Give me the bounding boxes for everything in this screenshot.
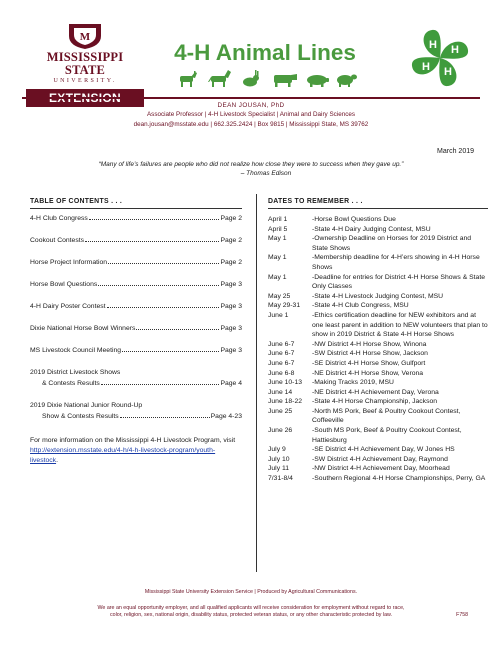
- toc-item-label: Horse Project Information: [30, 259, 108, 266]
- toc-item-district[interactable]: [30, 367, 242, 389]
- event-row: [268, 397, 488, 407]
- event-date: May 1: [268, 273, 287, 281]
- event-row: [268, 359, 488, 369]
- event-row: [268, 455, 488, 465]
- author-title: Associate Professor | 4-H Livestock Specialist | Animal and Dairy Sciences: [146, 111, 355, 118]
- event-row: [268, 340, 488, 350]
- toc-leader-dots: [122, 351, 219, 352]
- event-row: [268, 292, 488, 302]
- table-of-contents: [30, 198, 242, 466]
- publication-code: F758: [456, 612, 468, 618]
- event-row: [268, 426, 488, 445]
- event-date: May 1: [268, 235, 287, 243]
- event-date: July 11: [268, 465, 290, 473]
- event-date: May 29-31: [268, 302, 301, 310]
- more-info-text: For more information on the Mississippi 4-H Livestock Program, visit: [30, 437, 236, 444]
- goat-icon: [180, 71, 197, 87]
- livestock-program-link[interactable]: http://extension.msstate.edu/4-h/4-h-livestock-program/youth-livestock: [30, 447, 216, 464]
- dates-to-remember: [268, 198, 488, 484]
- header-divider: [22, 97, 480, 99]
- toc-item-label: Horse Bowl Questions: [30, 281, 98, 288]
- pig-icon: [307, 75, 329, 87]
- event-date: April 5: [268, 225, 288, 233]
- toc-item-label: Cookout Contests: [30, 237, 85, 244]
- toc-heading: TABLE OF CONTENTS . . .: [30, 198, 242, 209]
- author-contact: dean.jousan@msstate.edu | 662.325.2424 | Box 9815 | Mississippi State, MS 39762: [133, 121, 369, 128]
- newsletter-title: 4-H Animal Lines: [174, 40, 356, 65]
- event-description: -State 4-H Livestock Judging Contest, MSU: [312, 292, 444, 300]
- more-info-paragraph: [30, 436, 242, 466]
- event-description: -State 4-H Club Congress, MSU: [312, 302, 409, 310]
- event-description: -State 4-H Horse Championship, Jackson: [312, 398, 438, 406]
- svg-text:H: H: [429, 39, 437, 51]
- toc-item-label: 4-H Club Congress: [30, 215, 88, 222]
- event-row: [268, 311, 488, 340]
- toc-leader-dots: [98, 285, 219, 286]
- event-row: [268, 273, 488, 292]
- toc-leader-dots: [120, 417, 210, 418]
- event-date: April 1: [268, 216, 288, 223]
- event-description: -South MS Pork, Beef & Poultry Cookout Contest, Hattiesburg: [312, 427, 462, 444]
- event-date: June 6-7: [268, 359, 295, 367]
- toc-leader-dots: [85, 241, 219, 242]
- event-row: [268, 407, 488, 426]
- toc-item-label: 2019 District Livestock Shows: [30, 369, 121, 376]
- msu-shield-icon: [65, 22, 105, 50]
- footer-eeo-line-1: We are an equal opportunity employer, and all qualified applicants will receive consideration for employment without regard to race,: [97, 604, 405, 611]
- toc-leader-dots: [136, 329, 219, 330]
- event-description: -Ownership Deadline on Horses for 2019 District and State Shows: [312, 235, 472, 252]
- author-name: DEAN JOUSAN, PhD: [217, 102, 285, 109]
- event-date: June 1: [268, 311, 289, 319]
- event-description: -NE District 4-H Horse Show, Verona: [312, 369, 424, 377]
- event-row: [268, 388, 488, 398]
- toc-item-label: Dixie National Horse Bowl Winners: [30, 325, 136, 332]
- toc-item-page: Page 2: [220, 237, 242, 244]
- event-date: June 6-7: [268, 340, 295, 348]
- event-description: -SE District 4-H Horse Show, Gulfport: [312, 359, 426, 367]
- more-info-end: .: [56, 457, 58, 464]
- toc-item-label: & Contests Results: [42, 380, 100, 387]
- event-description: -Horse Bowl Questions Due: [312, 216, 396, 223]
- event-date: June 25: [268, 407, 293, 415]
- issue-date: March 2019: [437, 148, 474, 155]
- toc-leader-dots: [107, 307, 220, 308]
- event-row: [268, 253, 488, 272]
- event-date: May 25: [268, 292, 291, 300]
- toc-item-page: Page 3: [220, 281, 242, 288]
- svg-text:M: M: [79, 31, 91, 43]
- sheep-icon: [337, 75, 357, 88]
- toc-item[interactable]: [30, 345, 242, 356]
- toc-item-label: MS Livestock Council Meeting: [30, 347, 122, 354]
- msu-extension-logo: [26, 22, 144, 107]
- event-date: June 26: [268, 427, 293, 435]
- dates-heading: DATES TO REMEMBER . . .: [268, 198, 488, 209]
- toc-item-page: Page 2: [220, 215, 242, 222]
- toc-leader-dots: [101, 384, 220, 385]
- event-row: [268, 464, 488, 474]
- rabbit-icon: [243, 70, 259, 87]
- toc-item-page: Page 3: [220, 347, 242, 354]
- toc-item[interactable]: [30, 235, 242, 246]
- event-description: -SW District 4-H Horse Show, Jackson: [312, 350, 428, 358]
- event-row: [268, 225, 488, 235]
- 4-h-clover-icon: [404, 24, 476, 92]
- toc-item[interactable]: [30, 323, 242, 334]
- svg-text:H: H: [444, 66, 452, 78]
- event-description: -Ethics certification deadline for NEW exhibitors and at one least parent in addition to NEW volunteers that plan to show in 2019 District & State 4-H Horse Shows: [312, 311, 488, 339]
- event-row: [268, 215, 488, 225]
- event-row: [268, 234, 488, 253]
- event-row: [268, 301, 488, 311]
- event-description: -State 4-H Dairy Judging Contest, MSU: [312, 225, 431, 233]
- toc-item-page: Page 3: [220, 325, 242, 332]
- event-date: 7/31-8/4: [268, 475, 293, 483]
- quote-author: – Thomas Edison: [240, 170, 292, 177]
- event-description: -Making Tracks 2019, MSU: [312, 379, 394, 387]
- quote-text: “Many of life’s failures are people who did not realize how close they were to success when they gave up.”: [98, 161, 404, 168]
- cow-icon: [274, 74, 297, 87]
- event-description: -North MS Pork, Beef & Poultry Cookout Contest, Coffeeville: [312, 407, 461, 425]
- toc-item[interactable]: [30, 257, 242, 268]
- footer: [0, 589, 502, 620]
- event-date: June 6-7: [268, 350, 295, 358]
- livestock-icons-row: [178, 70, 360, 88]
- toc-item-page: Page 4: [220, 380, 242, 387]
- event-date: June 14: [268, 388, 293, 396]
- footer-credit: Mississippi State University Extension Service | Produced by Agricultural Communications.: [144, 589, 358, 595]
- toc-item[interactable]: [30, 279, 242, 290]
- event-row: [268, 474, 488, 484]
- svg-text:H: H: [451, 44, 459, 56]
- footer-eeo-line-2: color, religion, sex, national origin, disability status, protected veteran status, or any other characteristic protected by law.: [109, 612, 393, 618]
- event-date: June 10-13: [268, 379, 303, 387]
- event-date: May 1: [268, 254, 287, 262]
- toc-item-page: Page 4-23: [210, 413, 242, 420]
- event-row: [268, 445, 488, 455]
- author-block: [0, 101, 502, 130]
- event-description: -Deadline for entries for District 4-H Horse Shows & State Only Classes: [312, 273, 486, 291]
- svg-text:H: H: [422, 61, 430, 73]
- toc-item-label: 4-H Dairy Poster Contest: [30, 303, 106, 310]
- horse-icon: [208, 70, 231, 87]
- event-description: -NW District 4-H Achievement Day, Moorhead: [312, 465, 450, 473]
- toc-item-page: Page 3: [220, 303, 242, 310]
- event-date: July 10: [268, 455, 290, 463]
- toc-item-dixie[interactable]: [30, 400, 242, 422]
- event-description: -Southern Regional 4-H Horse Championships, Perry, GA: [312, 475, 486, 483]
- event-description: -SW District 4-H Achievement Day, Raymond: [312, 455, 448, 463]
- toc-item-label: 2019 Dixie National Junior Round-Up: [30, 402, 143, 409]
- toc-leader-dots: [108, 263, 219, 264]
- logo-university-name: MISSISSIPPI STATE: [46, 50, 124, 77]
- toc-item[interactable]: [30, 301, 242, 312]
- event-date: July 9: [268, 446, 286, 454]
- event-description: -Membership deadline for 4-H’ers showing in 4-H Horse Shows: [312, 254, 480, 271]
- column-divider: [256, 194, 257, 572]
- events-list: [268, 215, 488, 484]
- toc-leader-dots: [89, 219, 220, 220]
- event-row: [268, 369, 488, 379]
- logo-university-label: UNIVERSITY.: [53, 78, 117, 84]
- toc-item-page: Page 2: [220, 259, 242, 266]
- event-description: -NW District 4-H Horse Show, Winona: [312, 340, 427, 348]
- toc-item[interactable]: [30, 213, 242, 224]
- event-row: [268, 349, 488, 359]
- toc-item-label: Show & Contests Results: [42, 413, 119, 420]
- event-description: -NE District 4-H Achievement Day, Verona: [312, 388, 439, 396]
- event-row: [268, 378, 488, 388]
- event-date: June 6-8: [268, 369, 295, 377]
- event-description: -SE District 4-H Achievement Day, W Jones HS: [312, 446, 455, 454]
- event-date: June 18-22: [268, 398, 303, 406]
